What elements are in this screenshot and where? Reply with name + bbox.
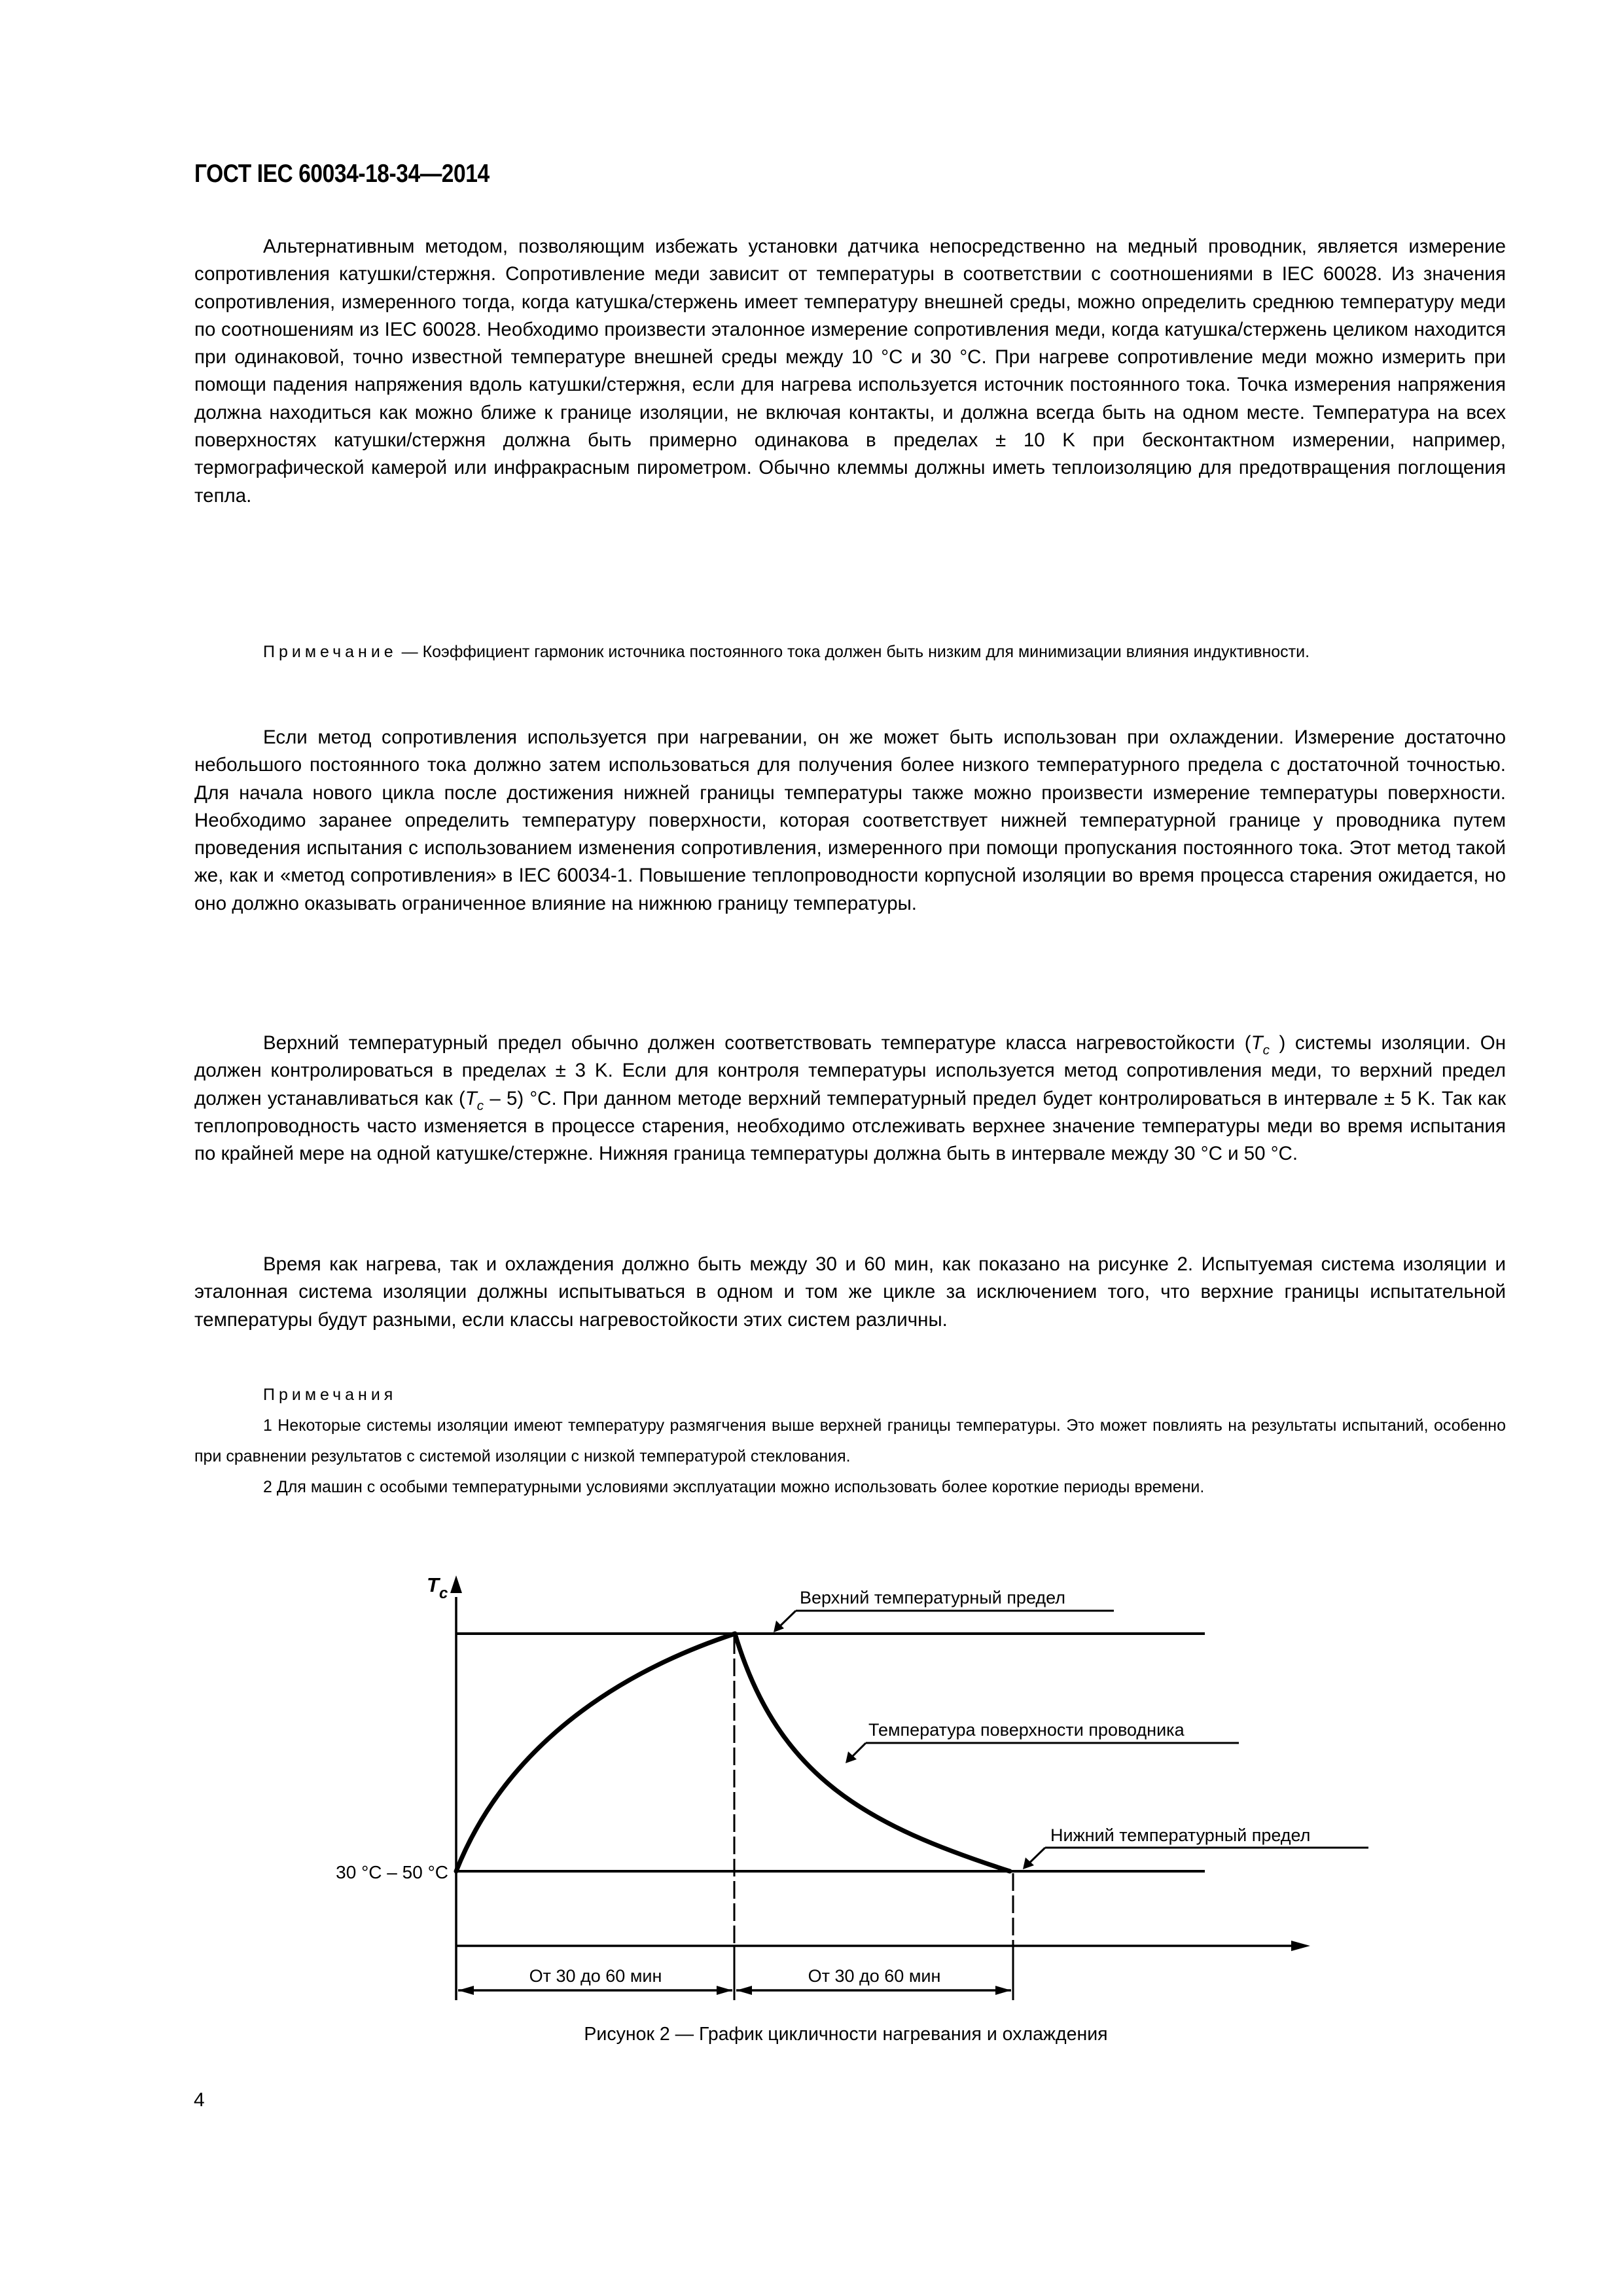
time-axis-arrow-icon: [1291, 1941, 1310, 1951]
paragraph-text: Альтернативным методом, позволяющим избежать установки датчика непосредственно на медный проводник, является измерение сопротивления катушки/стержня. Сопротивление меди зависит от температуры в соответствии с соотношениями в IEC 60028. Из значения сопротивления, измеренного тогда, когда катушка/стержень имеет температуру внешней среды, можно определить среднюю температуру меди по соотношениям из IEC 60028. Необходимо произвести эталонное измерение сопротивления меди, когда катушка/стержень целиком находится при одинаковой, точно известной температуре внешней среды между 10 °C и 30 °C. При нагреве сопротивление меди можно измерить при помощи падения напряжения вдоль катушки/стержня, если для нагрева используется источник постоянного тока. Точка измерения напряжения должна находиться как можно ближе к границе изоляции, не включая контакты, и должна всегда быть на одном месте. Температура на всех поверхностях катушки/стержня должна быть примерно одинакова в пределах ± 10 K при бесконтактном измерении, например, термографической камерой или инфракрасным пирометром. Обычно клеммы должны иметь теплоизоляцию для предотвращения поглощения тепла.: [194, 236, 1506, 507]
surface-temp-label: Температура поверхности проводника: [868, 1720, 1185, 1740]
note-label: Примечание: [263, 643, 397, 661]
cooling-interval-label: От 30 до 60 мин: [808, 1966, 941, 1986]
note-1: 1 Некоторые системы изоляции имеют температуру размягчения выше верхней границы температуры. Это может повлиять на результаты испытаний, особенно при сравнении результатов с системой изоляции с низкой температурой стеклования.: [194, 1416, 1506, 1465]
note-text: — Коэффициент гармоник источника постоянного тока должен быть низким для минимизации влияния индуктивности.: [397, 643, 1310, 661]
figure-caption: Рисунок 2 — График цикличности нагревания и охлаждения: [584, 2024, 1108, 2045]
dimension-arrow-icon: [736, 1986, 752, 1995]
lower-limit-label: Нижний температурный предел: [1050, 1825, 1311, 1845]
notes-heading: Примечания: [263, 1386, 397, 1404]
dimension-arrow-icon: [458, 1986, 474, 1995]
document-header: ГОСТ IEC 60034-18-34—2014: [194, 160, 490, 188]
paragraph-text: – 5) °C. При данном методе верхний температурный предел будет контролироваться в интервале ± 5 K. Так как теплопроводность часто изменяется в процессе старения, необходимо отслеживать верхнее значение температуры меди во время испытания по крайней мере на одной катушке/стержне. Нижняя граница температуры должна быть в интервале между 30 °C и 50 °C.: [194, 1087, 1506, 1165]
upper-limit-label: Верхний температурный предел: [800, 1588, 1066, 1607]
tc-symbol: $T_c$: [465, 1087, 484, 1113]
note-2: 2 Для машин с особыми температурными условиями эксплуатации можно использовать более короткие периоды времени.: [263, 1478, 1205, 1496]
paragraph-text: Верхний температурный предел обычно должен соответствовать температуре класса нагревостойкости (: [263, 1032, 1251, 1054]
heating-interval-label: От 30 до 60 мин: [529, 1966, 662, 1986]
page-number: 4: [194, 2089, 205, 2111]
y-axis-label: $T_c$: [427, 1573, 448, 1602]
paragraph-text: Время как нагрева, так и охлаждения должно быть между 30 и 60 мин, как показано на рисунке 2. Испытуемая система изоляции и эталонная система изоляции должны испытываться в одном и том же цикле за исключением того, что верхние границы испытательной температуры будут разными, если классы нагревостойкости этих систем различны.: [194, 1253, 1506, 1331]
heating-curve: [456, 1634, 735, 1871]
dimension-arrow-icon: [717, 1986, 732, 1995]
cooling-curve: [735, 1634, 1010, 1871]
y-axis-arrow-icon: [450, 1575, 462, 1593]
paragraph-text: Если метод сопротивления используется при нагревании, он же может быть использован при охлаждении. Измерение достаточно небольшого постоянного тока должно затем использоваться для получения более низкого температурного предела с достаточной точностью. Для начала нового цикла после достижения нижней границы температуры также можно произвести измерение температуры поверхности. Необходимо заранее определить температуру поверхности, которая соответствует нижней температурной границе у проводника путем проведения испытания с использованием изменения сопротивления, измеренного при помощи пропускания постоянного тока. Этот метод такой же, как и «метод сопротивления» в IEC 60034-1. Повышение теплопроводности корпусной изоляции во время процесса старения ожидается, но оно должно оказывать ограниченное влияние на нижнюю границу температуры.: [194, 726, 1506, 914]
lower-value-label: 30 °C – 50 °C: [336, 1862, 448, 1882]
tc-symbol: $T_c$: [1251, 1032, 1270, 1058]
dimension-arrow-icon: [995, 1986, 1011, 1995]
paragraph-text: ) системы изоляции. Он должен контролироваться в пределах ± 3 K. Если для контроля температуры используется метод сопротивления меди, то верхний предел должен устанавливаться как (: [194, 1032, 1507, 1109]
